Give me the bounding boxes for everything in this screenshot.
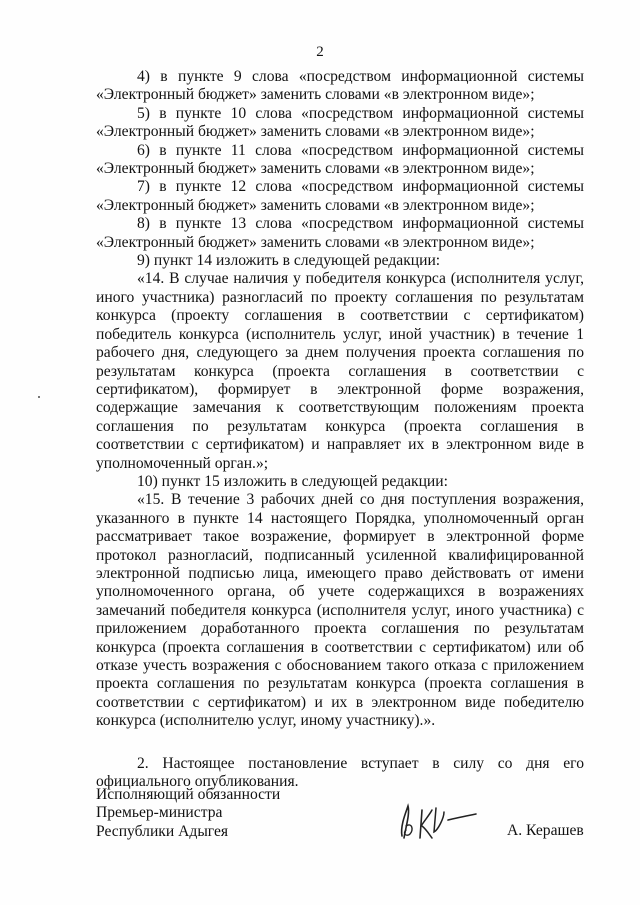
signer-title-line: Республики Адыгея xyxy=(96,822,229,840)
clause-2: 2. Настоящее постановление вступает в силу со дня его официального опубликования. xyxy=(96,754,584,791)
paragraph-item-6: 6) в пункте 11 слова «посредством информационной системы «Электронный бюджет» заменить словами «в электронном виде»; xyxy=(96,141,584,178)
paragraph-item-5: 5) в пункте 10 слова «посредством информационной системы «Электронный бюджет» заменить словами «в электронном виде»; xyxy=(96,104,584,141)
paragraph-item-7: 7) в пункте 12 слова «посредством информационной системы «Электронный бюджет» заменить словами «в электронном виде»; xyxy=(96,178,584,214)
signer-name: А. Керашев xyxy=(507,822,584,839)
page-number: 2 xyxy=(316,44,324,60)
document-body xyxy=(96,68,584,791)
signer-title xyxy=(96,786,280,841)
paragraph-point-14-text: «14. В случае наличия у победителя конкурса (исполнителя услуг, иного участника) разногласий по проекту соглашения по результатам конкурса (проекту соглашения в соответствии с сертификатом) победитель конкурса (исполнитель услуг, иной участник) в течение 1 рабочего дня, следующего за днем получения проекта соглашения по результатам конкурса (проекта соглашения в соответствии с сертификатом), формирует в электронной форме возражения, содержащие замечания к соответствующим положениям проекта соглашения по результатам конкурса (проекта соглашения в соответствии с сертификатом) и направляет их в электронном виде в уполномоченный орган.»; xyxy=(96,270,584,472)
paragraph-point-15-text: «15. В течение 3 рабочих дней со дня поступления возражения, указанного в пункте 14 настоящего Порядка, уполномоченный орган рассматривает такое возражение, формирует в электронной форме протокол разногласий, подписанный усиленной квалифицированной электронной подписью лица, имеющего право действовать от имени уполномоченного органа, об учете содержащихся в возражениях замечаний победителя конкурса (исполнителя услуг, иного участника) с приложением доработанного проекта соглашения по результатам конкурса (проекта соглашения в соответствии с сертификатом) или об отказе учесть возражения с обоснованием такого отказа с приложением проекта соглашения по результатам конкурса (проекта соглашения в соответствии с сертификатом) и их в электронном виде победителю конкурса (исполнителю услуг, иному участнику).». xyxy=(96,491,584,730)
handwritten-signature xyxy=(392,796,482,846)
scan-speck xyxy=(38,396,40,398)
signer-title-line: Исполняющий обязанности xyxy=(96,786,281,803)
paragraph-item-8: 8) в пункте 13 слова «посредством информационной системы «Электронный бюджет» заменить словами «в электронном виде»; xyxy=(96,215,584,251)
signer-title-line: Премьер-министра xyxy=(96,804,223,822)
paragraph-item-9: 9) пункт 14 изложить в следующей редакции: xyxy=(137,252,441,270)
paragraph-item-10: 10) пункт 15 изложить в следующей редакции: xyxy=(137,472,448,490)
paragraph-item-4: 4) в пункте 9 слова «посредством информационной системы «Электронный бюджет» заменить словами «в электронном виде»; xyxy=(96,68,584,104)
